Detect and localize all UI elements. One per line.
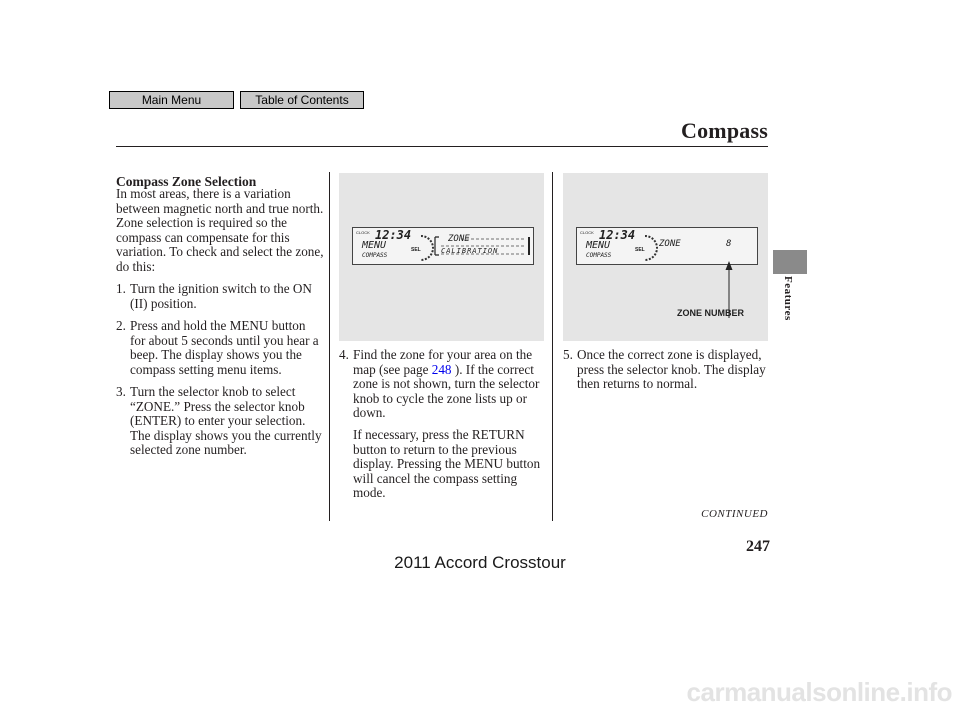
clock-time: 12:34 [599,228,636,242]
lcd-display [576,227,758,265]
step-text-part: Find the zone for your area on the map (see page [353,347,533,377]
page-number: 247 [746,538,770,555]
step-text [339,348,547,421]
side-tab-label: Features [782,276,794,321]
step-number: 5. [563,347,573,362]
step-number: 2. [116,318,126,333]
header-rule [116,146,768,147]
sel-label: SEL [411,247,421,253]
step-4-note: If necessary, press the RETURN button to return to the previous display. Pressing the MENU button will cancel the compass setting mode. [353,427,541,501]
sel-label: SEL [635,247,645,253]
watermark: carmanualsonline.info [686,677,952,707]
main-menu-button[interactable]: Main Menu [109,91,234,109]
zone-number-value: 8 [726,239,732,249]
step-text: Turn the ignition switch to the ON (II) position. [130,281,312,311]
footer-title: 2011 Accord Crosstour [394,553,566,572]
page-title: Compass [681,118,768,143]
step-text: Turn the selector knob to select “ZONE.” Press the selector knob (ENTER) to enter your selection. The display shows you the currently selected zone number. [130,384,322,458]
step-5 [563,348,773,392]
step-2 [116,319,324,377]
step-text: Once the correct zone is displayed, press the selector knob. The display then returns to normal. [577,347,766,392]
step-number: 3. [116,384,126,399]
calibration-option: CALIBRATION [441,247,499,255]
intro-paragraph: In most areas, there is a variation between magnetic north and true north. Zone selection is required so the compass can compensate for this variation. To check and select the zone, do this: [116,186,324,274]
zone-number-callout: ZONE NUMBER [677,308,744,318]
display-figure-calibration [339,173,544,341]
display-figure-zone-number [563,173,768,341]
clock-label: CLOCK [356,230,370,235]
lcd-display [352,227,534,265]
step-4 [339,348,547,421]
clock-label: CLOCK [580,230,594,235]
step-1 [116,282,324,311]
menu-label: MENU [362,240,387,251]
side-tab-marker [773,250,807,274]
continued-label: CONTINUED [701,508,768,520]
compass-label: COMPASS [362,252,388,259]
section-heading: Compass Zone Selection [116,174,257,189]
page-link-248[interactable]: 248 [431,361,452,377]
zone-option: ZONE [448,234,470,244]
column-divider [329,172,330,521]
step-text: Press and hold the MENU button for about 5 seconds until you hear a beep. The display shows you the compass setting menu items. [130,318,319,377]
zone-label: ZONE [659,239,681,249]
clock-time: 12:34 [375,228,412,242]
step-text-part: ). If the correct zone is not shown, turn the selector knob to cycle the zone lists up or down. [353,361,540,421]
step-number: 4. [339,347,349,362]
step-number: 1. [116,281,126,296]
column-divider [552,172,553,521]
menu-label: MENU [586,240,611,251]
table-of-contents-button[interactable]: Table of Contents [240,91,364,109]
step-3 [116,385,324,458]
compass-label: COMPASS [586,252,612,259]
